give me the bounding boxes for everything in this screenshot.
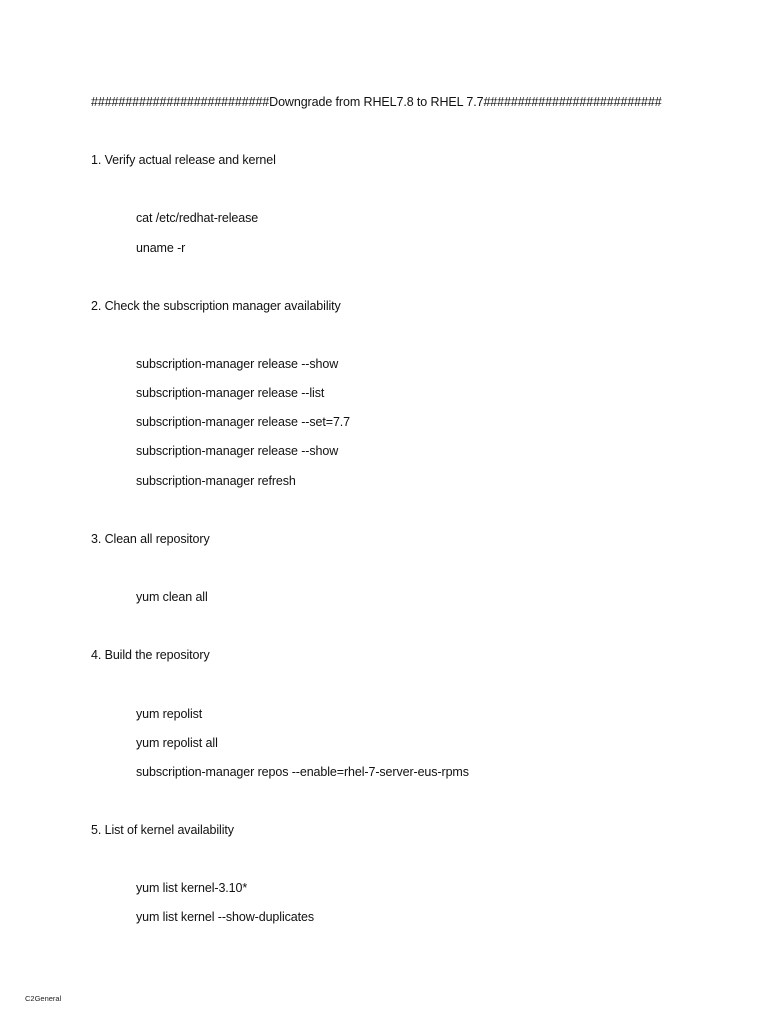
step-4-command-2: yum repolist all [136, 736, 218, 750]
step-4-command-1: yum repolist [136, 707, 203, 721]
step-4-command-3: subscription-manager repos --enable=rhel-7-server-eus-rpms [136, 765, 469, 779]
step-1-heading: 1. Verify actual release and kernel [91, 153, 276, 167]
step-3-command-1: yum clean all [136, 590, 208, 604]
step-5-command-2: yum list kernel --show-duplicates [136, 910, 315, 924]
document-title: ##########################Downgrade from RHEL7.8 to RHEL 7.7########################## [91, 95, 662, 109]
step-2-command-2: subscription-manager release --list [136, 386, 325, 400]
step-2-heading: 2. Check the subscription manager availability [91, 299, 341, 313]
step-4-heading: 4. Build the repository [91, 648, 210, 662]
step-2-command-3: subscription-manager release --set=7.7 [136, 415, 351, 429]
step-5-command-1: yum list kernel-3.10* [136, 881, 248, 895]
classification-footer: C2General [25, 994, 62, 1003]
step-2-command-1: subscription-manager release --show [136, 357, 339, 371]
step-5-heading: 5. List of kernel availability [91, 823, 234, 837]
step-1-command-1: cat /etc/redhat-release [136, 211, 259, 225]
step-1-command-2: uname -r [136, 241, 186, 255]
step-2-command-4: subscription-manager release --show [136, 444, 339, 458]
step-2-command-5: subscription-manager refresh [136, 474, 296, 488]
step-3-heading: 3. Clean all repository [91, 532, 210, 546]
